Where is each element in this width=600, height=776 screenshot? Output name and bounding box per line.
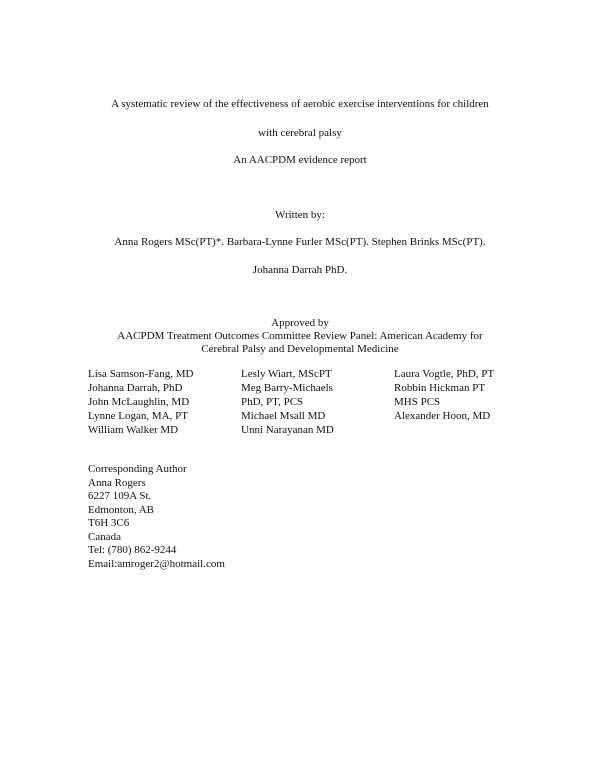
reviewer-name: Unni Narayanan MD bbox=[241, 424, 334, 436]
reviewer-name: Michael Msall MD bbox=[241, 410, 326, 422]
title-line-2: with cerebral palsy bbox=[258, 127, 342, 139]
written-by-label: Written by: bbox=[275, 209, 325, 221]
address-postal-code: T6H 3C6 bbox=[88, 517, 130, 529]
reviewer-name: Johanna Darrah, PhD bbox=[88, 382, 183, 394]
reviewer-name: Lisa Samson-Fang, MD bbox=[88, 368, 194, 380]
report-subtitle: An AACPDM evidence report bbox=[233, 154, 367, 166]
reviewer-name: Alexander Hoon, MD bbox=[394, 410, 491, 422]
corresponding-author-name: Anna Rogers bbox=[88, 476, 146, 489]
title-line-1: A systematic review of the effectiveness of aerobic exercise interventions for children bbox=[111, 98, 489, 110]
reviewer-name: Lesly Wiart, MScPT bbox=[241, 368, 332, 380]
reviewer-column-3 bbox=[394, 367, 494, 423]
address-country: Canada bbox=[88, 530, 121, 543]
reviewer-column-1 bbox=[88, 367, 193, 437]
review-panel-line-2: Cerebral Palsy and Developmental Medicine bbox=[201, 343, 399, 355]
reviewer-name: William Walker MD bbox=[88, 424, 179, 436]
reviewer-name: Lynne Logan, MA, PT bbox=[88, 410, 188, 422]
reviewer-name: Robbin Hickman PT bbox=[394, 382, 486, 394]
address-city: Edmonton, AB bbox=[88, 503, 155, 516]
authors-line-2: Johanna Darrah PhD. bbox=[252, 264, 348, 276]
reviewer-name: John McLaughlin, MD bbox=[88, 396, 190, 408]
phone-number: Tel: (780) 862-9244 bbox=[88, 544, 177, 556]
authors-line-1: Anna Rogers MSc(PT)*. Barbara-Lynne Furler MSc(PT). Stephen Brinks MSc(PT). bbox=[114, 236, 486, 248]
review-panel-line-1: AACPDM Treatment Outcomes Committee Review Panel: American Academy for bbox=[117, 330, 483, 342]
reviewer-name: Meg Barry-Michaels bbox=[241, 382, 333, 394]
email-address: Email:amroger2@hotmail.com bbox=[88, 557, 225, 570]
reviewer-name: Laura Vogtle, PhD, PT bbox=[394, 368, 495, 380]
corresponding-author-label: Corresponding Author bbox=[88, 463, 187, 475]
address-street: 6227 109A St. bbox=[88, 490, 152, 502]
reviewer-name: PhD, PT, PCS bbox=[241, 396, 304, 408]
reviewer-column-2 bbox=[241, 367, 334, 437]
corresponding-author-block bbox=[88, 463, 225, 571]
reviewer-name: MHS PCS bbox=[394, 396, 441, 408]
approved-by-label: Approved by bbox=[271, 317, 329, 329]
